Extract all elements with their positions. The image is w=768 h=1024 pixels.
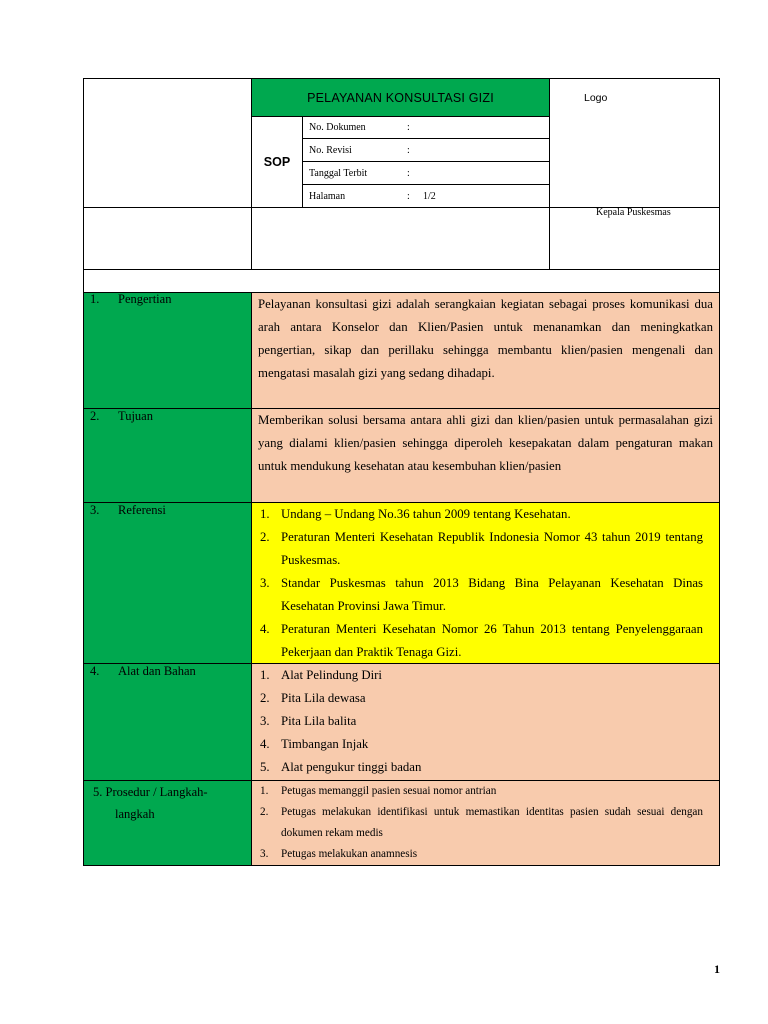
section-number: 2. [90, 409, 100, 423]
section-title: Referensi [118, 503, 166, 517]
referensi-list [254, 503, 703, 664]
meta-label: No. Dokumen [309, 122, 366, 133]
list-item: 3. Pita Lila balita [260, 714, 357, 728]
section-title: Prosedur / Langkah- [105, 785, 208, 799]
meta-row-halaman [303, 185, 549, 207]
list-item: 2. Petugas melakukan identifikasi untuk memastikan identitas pasien sudah sesuai dengan dokumen rekam medis [260, 806, 703, 839]
list-item: 4. Timbangan Injak [260, 737, 369, 751]
pengertian-text: Pelayanan konsultasi gizi adalah serangkaian kegiatan sebagai proses komunikasi dua arah antara Konselor dan Klien/Pasien untuk menanamkan dan meningkatkan pengertian, sikap dan perillaku sehingga membantu klien/pasien mengenali dan mengatasi masalah gizi yang sedang dihadapi. [258, 297, 713, 380]
section-title: Pengertian [118, 292, 172, 306]
list-item: 4. Peraturan Menteri Kesehatan Nomor 26 Tahun 2013 tentang Penyelenggaraan Pekerjaan dan Praktik Tenaga Gizi. [260, 622, 703, 659]
spacer-row [83, 269, 720, 293]
section-label-referensi [84, 503, 250, 523]
list-item: 5. Alat pengukur tinggi badan [260, 760, 422, 774]
section-number: 5. [93, 785, 103, 799]
page-number: 1 [714, 962, 720, 976]
meta-sep: : [407, 144, 410, 156]
meta-label: Tanggal Terbit [309, 167, 368, 179]
section-label-prosedur [84, 781, 250, 825]
tujuan-text: Memberikan solusi bersama antara ahli gizi dan klien/pasien untuk permasalahan gizi yang dialami klien/pasien sehingga diperoleh kesepakatan dalam pengaturan makan untuk mendukung kesehatan atau kesembuhan klien/pasien [258, 413, 713, 473]
meta-row-no-dokumen [303, 117, 549, 139]
kepala-puskesmas-label: Kepala Puskesmas [596, 207, 671, 218]
list-item: 1. Petugas memanggil pasien sesuai nomor antrian [260, 785, 497, 797]
section-content-prosedur [251, 780, 720, 866]
section-content-alat-dan-bahan [251, 663, 720, 781]
meta-label: No. Revisi [309, 144, 352, 156]
section-label-tujuan [84, 409, 250, 429]
meta-value: 1/2 [423, 190, 436, 202]
meta-row-tanggal-terbit [303, 162, 549, 185]
section-content-referensi [251, 502, 720, 664]
meta-row-no-revisi [303, 139, 549, 162]
meta-sep: : [407, 167, 410, 179]
list-item: 2. Peraturan Menteri Kesehatan Republik Indonesia Nomor 43 tahun 2019 tentang Puskesmas. [260, 530, 703, 567]
section-number: 3. [90, 503, 100, 517]
alat-bahan-list [254, 664, 713, 779]
list-item: 1. Undang – Undang No.36 tahun 2009 tentang Kesehatan. [260, 507, 571, 521]
list-item: 2. Pita Lila dewasa [260, 691, 366, 705]
meta-sep: : [407, 190, 410, 202]
section-title: Alat dan Bahan [118, 664, 196, 678]
section-number: 1. [90, 292, 100, 306]
section-label-pengertian [84, 292, 250, 312]
sop-label: SOP [252, 117, 303, 207]
section-title: Tujuan [118, 409, 153, 423]
prosedur-list [254, 781, 703, 865]
section-content-pengertian [251, 292, 720, 409]
section-content-tujuan [251, 408, 720, 503]
logo-placeholder: Logo [584, 92, 608, 104]
list-item: 3. Standar Puskesmas tahun 2013 Bidang Bina Pelayanan Kesehatan Dinas Kesehatan Provinsi Jawa Timur. [260, 576, 703, 613]
divider [549, 78, 550, 270]
list-item: 1. Alat Pelindung Diri [260, 668, 382, 682]
section-label-alat-dan-bahan [84, 664, 250, 684]
list-item: 3. Petugas melakukan anamnesis [260, 848, 418, 860]
section-title-cont: langkah [115, 807, 155, 821]
meta-sep: : [407, 122, 410, 133]
section-number: 4. [90, 664, 100, 678]
meta-label: Halaman [309, 190, 346, 202]
document-title: PELAYANAN KONSULTASI GIZI [252, 79, 549, 117]
